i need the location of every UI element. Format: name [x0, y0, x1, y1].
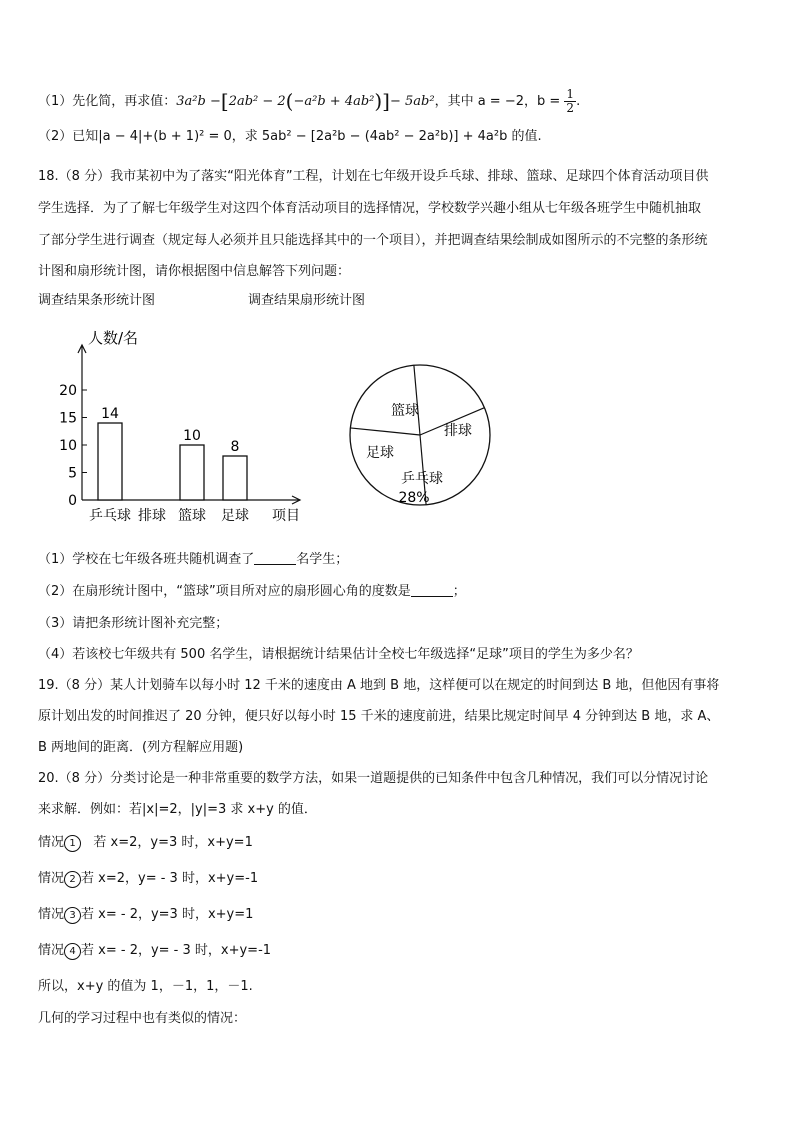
pie-slice-label: 排球 — [444, 423, 472, 439]
bar — [180, 445, 204, 500]
bar-chart-caption: 调查结果条形统计图 — [38, 293, 156, 308]
x-tick-label: 排球 — [138, 508, 166, 524]
answer-blank-2[interactable] — [411, 584, 453, 597]
y-tick-label: 15 — [59, 410, 77, 427]
q17-part1-expr-b: 2ab² − 2 — [228, 94, 286, 109]
q20-final: 几何的学习过程中也有类似的情况： — [38, 1011, 247, 1026]
x-tick-label: 乒乓球 — [89, 508, 131, 524]
bar-value-label: 14 — [101, 406, 119, 422]
q17-part2: （2）已知|a − 4|+(b + 1)² = 0，求 5ab² − [2a²b − (4ab² − 2a²b)] + 4a²b 的值. — [38, 129, 542, 144]
y-tick-label: 10 — [59, 438, 77, 454]
pie-chart — [340, 355, 500, 515]
y-axis-label: 人数/名 — [88, 329, 139, 347]
answer-blank-1[interactable] — [254, 552, 296, 565]
q18-line-3: 了部分学生进行调查（规定每人必须并且只能选择其中的一个项目），并把调查结果绘制成如图所示的不完整的条形统 — [38, 233, 708, 248]
pie-chart-caption: 调查结果扇形统计图 — [248, 293, 366, 308]
q20-case-1: 情况 1 若 x=2，y=3 时，x+y=1 — [38, 835, 253, 850]
bar-chart — [55, 325, 315, 530]
bar-value-label: 8 — [230, 439, 240, 455]
pie-slice-label: 足球 — [366, 445, 394, 461]
pie-slice-label: 篮球 — [391, 403, 419, 419]
bar — [98, 423, 122, 500]
q18-sub3: （3）请把条形统计图补充完整； — [38, 616, 229, 631]
pie-slice-percent: 28% — [398, 490, 430, 506]
q18-line-4: 计图和扇形统计图，请你根据图中信息解答下列问题： — [38, 264, 351, 279]
circled-number-3: 3 — [64, 907, 81, 924]
q17-part1-expr-a: 3a²b − — [176, 94, 221, 109]
q18-line-1: 18.（8 分）我市某初中为了落实“阳光体育”工程，计划在七年级开设乒乓球、排球、篮球、足球四个体育活动项目供 — [38, 169, 709, 184]
q18-sub1: （1）学校在七年级各班共随机调查了 名学生； — [38, 552, 349, 567]
q17-part1-expr-c: −a²b + 4ab² — [293, 94, 375, 109]
x-tick-label: 足球 — [221, 508, 249, 524]
q17-fraction: $\frac{1}{2}$ — [566, 87, 575, 115]
q17-part1-cond: ，其中 a = −2，b = — [434, 94, 561, 109]
y-tick-label: 20 — [59, 383, 77, 399]
q19-line-1: 19.（8 分）某人计划骑车以每小时 12 千米的速度由 A 地到 B 地，这样便可以在规定的时间到达 B 地，但他因有事将 — [38, 678, 720, 693]
q18-sub4: （4）若该校七年级共有 500 名学生，请根据统计结果估计全校七年级选择“足球”项目的学生为多少名？ — [38, 647, 639, 662]
pie-slice-label: 乒乓球 — [401, 471, 443, 487]
q20-case-4: 情况 4 若 x= - 2，y= - 3 时，x+y=-1 — [38, 943, 272, 958]
q17-part1-expr-d: − 5ab² — [389, 94, 435, 109]
q17-part1: （1）先化简，再求值：3a²b −[2ab² − 2(−a²b + 4ab²)]− 5ab²，其中 a = −2，b = $\frac{1}{2}$ . — [38, 87, 581, 115]
circled-number-1: 1 — [64, 835, 81, 852]
x-axis-label: 项目 — [272, 508, 300, 524]
circled-number-2: 2 — [64, 871, 81, 888]
x-tick-label: 篮球 — [178, 508, 206, 524]
y-tick-label: 5 — [68, 465, 77, 482]
q19-line-2: 原计划出发的时间推迟了 20 分钟，便只好以每小时 15 千米的速度前进，结果比规定时间早 4 分钟到达 B 地，求 A、 — [38, 709, 720, 724]
bar-value-label: 10 — [183, 428, 201, 444]
q20-line-2: 来求解．例如：若|x|=2，|y|=3 求 x+y 的值． — [38, 802, 317, 817]
q18-line-2: 学生选择．为了了解七年级学生对这四个体育活动项目的选择情况，学校数学兴趣小组从七年级各班学生中随机抽取 — [38, 201, 702, 216]
q20-case-2: 情况 2 若 x=2，y= - 3 时，x+y=-1 — [38, 871, 259, 886]
q19-line-3: B 两地间的距离．(列方程解应用题) — [38, 740, 244, 755]
q20-case-3: 情况 3 若 x= - 2，y=3 时，x+y=1 — [38, 907, 254, 922]
circled-number-4: 4 — [64, 943, 81, 960]
q20-line-1: 20.（8 分）分类讨论是一种非常重要的数学方法，如果一道题提供的已知条件中包含几种情况，我们可以分情况讨论 — [38, 771, 709, 786]
bar — [223, 456, 247, 500]
y-tick-label: 0 — [68, 493, 77, 509]
q18-sub2: （2）在扇形统计图中，“篮球”项目所对应的扇形圆心角的度数是 ； — [38, 584, 466, 599]
q17-part1-label: （1）先化简，再求值： — [38, 94, 177, 109]
q20-conclusion: 所以，x+y 的值为 1，－1，1，－1. — [38, 979, 253, 994]
